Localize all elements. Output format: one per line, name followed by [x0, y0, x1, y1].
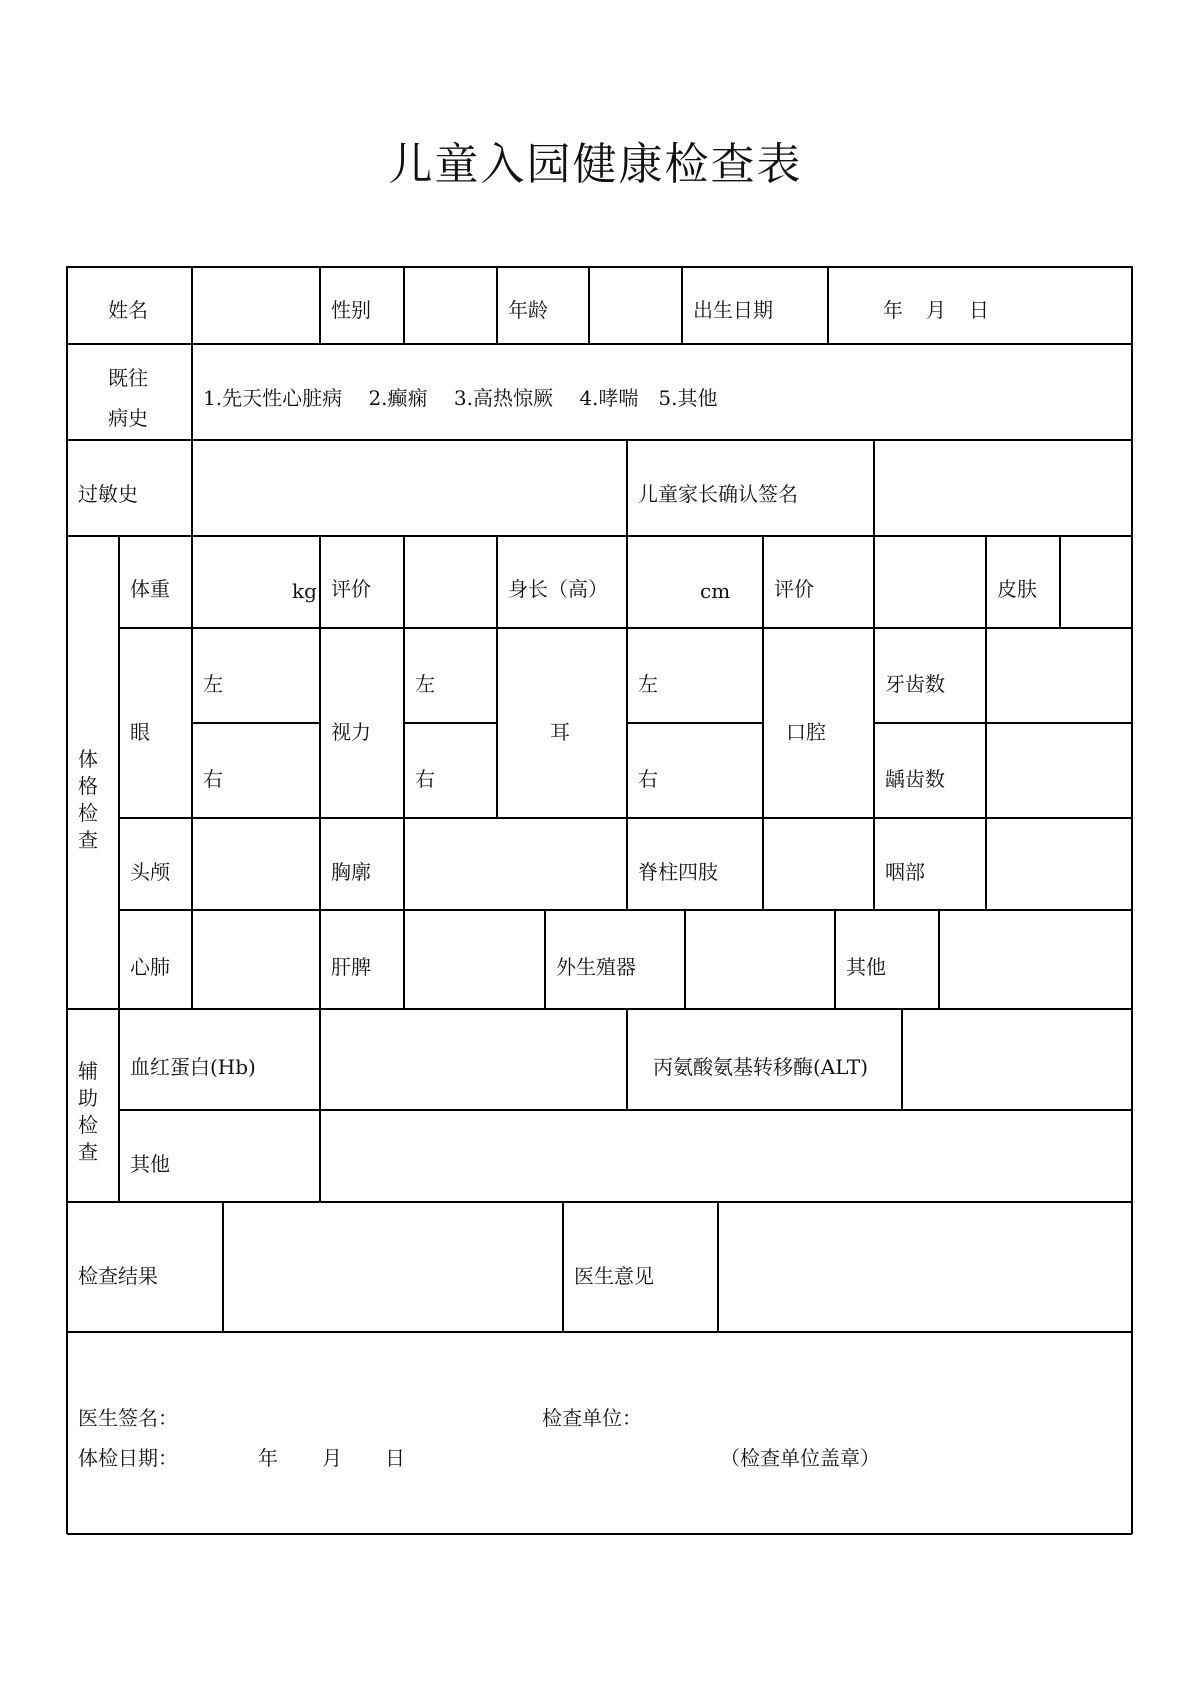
ear-right-label: 右 [638, 767, 658, 791]
eye-right-label: 右 [203, 767, 223, 791]
heart-lung-label: 心肺 [130, 955, 170, 979]
chest-label: 胸廓 [331, 860, 371, 884]
exam-year-label: 年 [258, 1446, 278, 1470]
history-options: 1.先天性心脏病 2.癫痫 3.高热惊厥 4.哮喘 5.其他 [203, 386, 718, 410]
head-label: 头颅 [130, 860, 170, 884]
exam-result-label: 检查结果 [78, 1264, 158, 1288]
birth-month-label: 月 [926, 298, 946, 322]
eval-label-1: 评价 [331, 577, 371, 601]
auxiliary-other-label: 其他 [130, 1152, 170, 1176]
alt-label: 丙氨酸氨基转移酶(ALT) [653, 1055, 869, 1079]
exam-day-label: 日 [385, 1446, 405, 1470]
page-title: 儿童入园健康检查表 [388, 139, 803, 190]
mouth-label: 口腔 [786, 720, 826, 744]
history-label-line2: 病史 [108, 406, 148, 430]
ear-label: 耳 [550, 720, 570, 744]
physical-exam-section-label: 体 格 检 查 [78, 747, 98, 852]
cm-unit: cm [700, 579, 731, 603]
exam-unit-label: 检查单位： [542, 1406, 642, 1430]
exam-date-label: 体检日期： [78, 1446, 178, 1470]
throat-label: 咽部 [885, 860, 925, 884]
history-label-line1: 既往 [108, 366, 148, 390]
teeth-count-label: 牙齿数 [885, 672, 945, 696]
skin-label: 皮肤 [997, 577, 1037, 601]
birth-year-label: 年 [883, 298, 903, 322]
vision-left-label: 左 [415, 672, 435, 696]
hemoglobin-label: 血红蛋白(Hb) [130, 1055, 256, 1079]
doctor-opinion-label: 医生意见 [574, 1264, 654, 1288]
birth-day-label: 日 [969, 298, 989, 322]
weight-label: 体重 [130, 577, 170, 601]
physical-other-label: 其他 [846, 955, 886, 979]
parent-sign-label: 儿童家长确认签名 [638, 482, 798, 506]
kg-unit: kg [292, 579, 317, 603]
name-label: 姓名 [108, 298, 148, 322]
genitals-label: 外生殖器 [556, 955, 636, 979]
eye-left-label: 左 [203, 672, 223, 696]
liver-spleen-label: 肝脾 [331, 955, 371, 979]
allergy-label: 过敏史 [78, 482, 138, 506]
eye-label: 眼 [130, 720, 150, 744]
gender-label: 性别 [331, 298, 371, 322]
birth-date-label: 出生日期 [693, 298, 773, 322]
exam-month-label: 月 [322, 1446, 342, 1470]
height-label: 身长（高） [508, 577, 608, 601]
vision-label: 视力 [331, 720, 371, 744]
ear-left-label: 左 [638, 672, 658, 696]
auxiliary-exam-section-label: 辅 助 检 查 [78, 1059, 98, 1164]
stamp-note: （检查单位盖章） [720, 1446, 880, 1470]
age-label: 年龄 [508, 298, 548, 322]
caries-count-label: 龋齿数 [885, 767, 945, 791]
doctor-signature-label: 医生签名： [78, 1406, 178, 1430]
eval-label-2: 评价 [774, 577, 814, 601]
spine-limbs-label: 脊柱四肢 [638, 860, 718, 884]
vision-right-label: 右 [415, 767, 435, 791]
